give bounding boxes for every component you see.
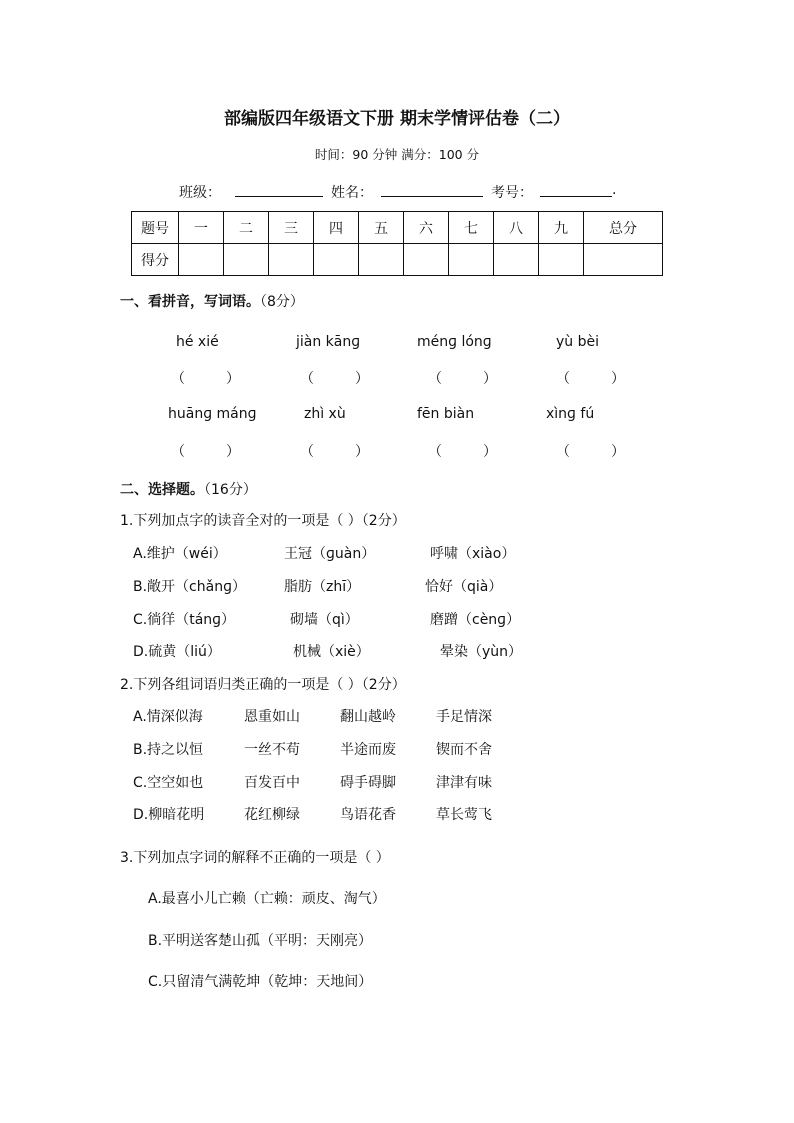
- q2-option-b-1: B.持之以恒: [133, 742, 204, 758]
- q1-option-a-2: 王冠（ɡuàn）: [284, 546, 376, 562]
- q1-option-d-3: 晕染（yùn）: [440, 644, 523, 660]
- q2-option-d-2: 花红柳绿: [244, 807, 300, 823]
- q1-option-a-1: A.维护（wéi）: [133, 546, 227, 562]
- answer-close-paren: ）: [355, 371, 369, 387]
- q1-option-d-1: D.硫黄（liú）: [133, 644, 221, 660]
- pinyin-item: hé xié: [176, 334, 219, 350]
- q2-option-c-3: 碍手碍脚: [340, 775, 396, 791]
- score-entry-cell[interactable]: [584, 244, 663, 276]
- score-table-header-row: [132, 212, 663, 244]
- section-1-heading: 一、看拼音，写词语。（8分）: [120, 294, 304, 310]
- class-blank[interactable]: [235, 182, 323, 197]
- q2-option-c-1: C.空空如也: [133, 775, 204, 791]
- answer-close-paren: ）: [483, 444, 497, 460]
- pinyin-item: jiàn kānɡ: [296, 334, 361, 350]
- q2-option-c-4: 津津有味: [436, 775, 492, 791]
- answer-open-paren: （: [171, 371, 185, 387]
- q3-option-a: A.最喜小儿亡赖（亡赖：顽皮、淘气）: [148, 891, 386, 907]
- score-table: [131, 211, 663, 276]
- pinyin-item: zhì xù: [304, 406, 346, 422]
- section-2-heading: 二、选择题。（16分）: [120, 482, 257, 498]
- table-cell: 三: [269, 212, 314, 244]
- answer-close-paren: ）: [483, 371, 497, 387]
- table-cell: 二: [224, 212, 269, 244]
- question-2-stem: 2.下列各组词语归类正确的一项是（ ）（2分）: [120, 677, 406, 693]
- question-3-stem: 3.下列加点字词的解释不正确的一项是（ ）: [120, 850, 390, 866]
- table-cell: 题号: [132, 212, 179, 244]
- pinyin-item: yù bèi: [556, 334, 599, 350]
- q1-option-d-2: 机械（xiè）: [293, 644, 370, 660]
- score-entry-cell[interactable]: [179, 244, 224, 276]
- question-1-stem: 1.下列加点字的读音全对的一项是（ ）（2分）: [120, 513, 406, 529]
- q2-option-a-4: 手足情深: [436, 709, 492, 725]
- q2-option-a-2: 恩重如山: [244, 709, 300, 725]
- q2-option-b-4: 锲而不舍: [436, 742, 492, 758]
- q2-option-d-1: D.柳暗花明: [133, 807, 205, 823]
- table-cell: 八: [494, 212, 539, 244]
- pinyin-item: ménɡ lónɡ: [417, 334, 492, 350]
- pinyin-item: fēn biàn: [417, 406, 475, 422]
- pinyin-item: huānɡ mánɡ: [168, 406, 257, 422]
- answer-close-paren: ）: [355, 444, 369, 460]
- name-label: 姓名：: [331, 185, 373, 201]
- class-label: 班级：: [179, 185, 221, 201]
- answer-open-paren: （: [428, 371, 442, 387]
- score-entry-cell[interactable]: [449, 244, 494, 276]
- q2-option-a-3: 翻山越岭: [340, 709, 396, 725]
- q2-option-b-2: 一丝不苟: [244, 742, 300, 758]
- score-entry-cell[interactable]: [359, 244, 404, 276]
- table-cell: 六: [404, 212, 449, 244]
- q2-option-d-4: 草长莺飞: [436, 807, 492, 823]
- table-cell: 四: [314, 212, 359, 244]
- score-entry-cell[interactable]: [494, 244, 539, 276]
- score-entry-cell[interactable]: [404, 244, 449, 276]
- exam-time-score: 时间：90 分钟 满分：100 分: [314, 147, 480, 162]
- q2-option-c-2: 百发百中: [244, 775, 300, 791]
- answer-open-paren: （: [556, 444, 570, 460]
- score-table-score-row: [132, 244, 663, 276]
- page-title: 部编版四年级语文下册 期末学情评估卷（二）: [224, 109, 570, 129]
- table-cell: 得分: [132, 244, 179, 276]
- q2-option-a-1: A.情深似海: [133, 709, 203, 725]
- q1-option-c-1: C.徜徉（tánɡ）: [133, 612, 236, 628]
- answer-open-paren: （: [556, 371, 570, 387]
- q1-option-a-3: 呼啸（xiào）: [430, 546, 516, 562]
- q1-option-b-3: 恰好（qià）: [425, 579, 503, 595]
- name-blank[interactable]: [381, 182, 483, 197]
- score-entry-cell[interactable]: [314, 244, 359, 276]
- exam-no-blank[interactable]: [540, 182, 612, 197]
- table-cell: 一: [179, 212, 224, 244]
- answer-open-paren: （: [300, 444, 314, 460]
- answer-open-paren: （: [171, 444, 185, 460]
- answer-close-paren: ）: [611, 371, 625, 387]
- answer-close-paren: ）: [226, 444, 240, 460]
- answer-close-paren: ）: [226, 371, 240, 387]
- answer-open-paren: （: [300, 371, 314, 387]
- q1-option-c-2: 砌墙（qì）: [290, 612, 359, 628]
- score-entry-cell[interactable]: [539, 244, 584, 276]
- table-cell: 五: [359, 212, 404, 244]
- q1-option-c-3: 磨蹭（cènɡ）: [430, 612, 521, 628]
- answer-close-paren: ）: [611, 444, 625, 460]
- table-cell: 总分: [584, 212, 663, 244]
- answer-open-paren: （: [428, 444, 442, 460]
- q1-option-b-2: 脂肪（zhī）: [284, 579, 361, 595]
- q3-option-b: B.平明送客楚山孤（平明：天刚亮）: [148, 933, 373, 949]
- table-cell: 九: [539, 212, 584, 244]
- q2-option-d-3: 鸟语花香: [340, 807, 396, 823]
- pinyin-item: xìnɡ fú: [546, 406, 595, 422]
- table-cell: 七: [449, 212, 494, 244]
- exam-no-label: 考号：: [491, 185, 533, 201]
- q2-option-b-3: 半途而废: [340, 742, 396, 758]
- score-entry-cell[interactable]: [224, 244, 269, 276]
- score-entry-cell[interactable]: [269, 244, 314, 276]
- q1-option-b-1: B.敞开（chǎnɡ）: [133, 579, 246, 595]
- q3-option-c: C.只留清气满乾坤（乾坤：天地间）: [148, 974, 373, 990]
